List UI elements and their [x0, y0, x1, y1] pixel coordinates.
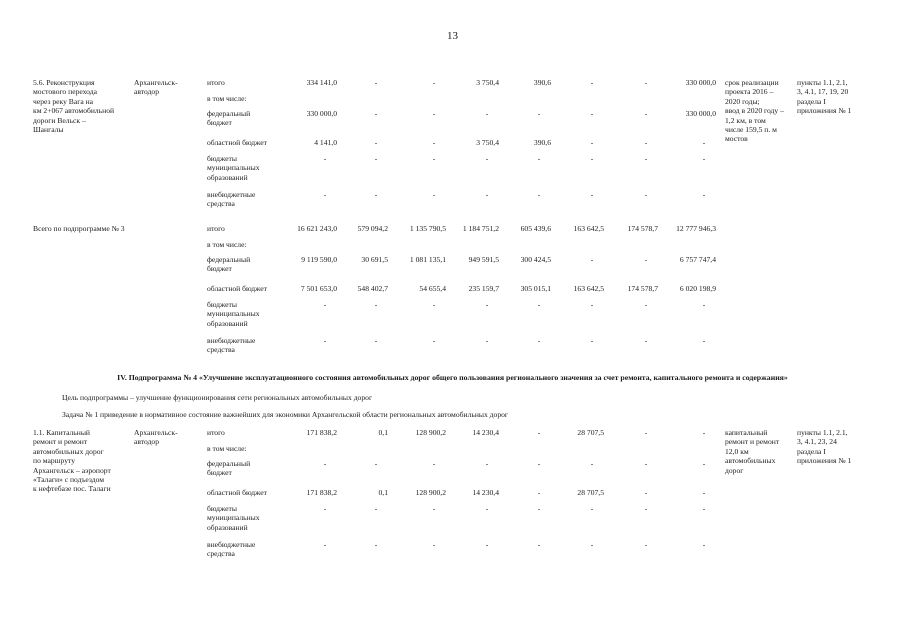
table-cell-value: 6 757 747,4 — [679, 255, 716, 264]
table-cell-value: 3 750,4 — [476, 138, 499, 147]
table-cell-value: - — [485, 540, 489, 549]
table-cell-value: 235 159,7 — [468, 284, 499, 293]
table-cell-value: - — [374, 459, 378, 468]
reference-points — [797, 78, 851, 116]
table-cell-value: - — [590, 154, 594, 163]
reference-points-line: приложения № 1 — [797, 456, 852, 466]
reference-points-line: раздела I — [797, 446, 826, 456]
executor-line: автодор — [134, 437, 160, 447]
funding-source-label-line: областной бюджет — [207, 138, 267, 147]
subprogram-goal: Цель подпрограммы – улучшение функционирования сети региональных автомобильных дорог — [62, 393, 373, 402]
subprogram-task: Задача № 1 приведение в нормативное состояние важнейших для экономики Архангельской области региональных автомобильных дорог — [62, 410, 509, 419]
executor-line: Архангельск- — [134, 78, 178, 87]
funding-source-label-line: бюджеты — [207, 300, 237, 309]
table-cell-value: 1 135 790,5 — [409, 224, 446, 233]
table-cell-value: 174 578,7 — [627, 224, 658, 233]
funding-source-label — [207, 504, 260, 532]
table-cell-value: 16 621 243,0 — [297, 224, 337, 233]
executor-line: автодор — [134, 87, 160, 97]
subprogram-heading: IV. Подпрограмма № 4 «Улучшение эксплуатационного состояния автомобильных дорог общего пользования регионального значения за счет ремонта, капитального ремонта и содержания» — [117, 373, 788, 382]
expected-result — [725, 428, 779, 475]
item-name — [33, 224, 125, 233]
table-cell-value: 163 642,5 — [573, 224, 604, 233]
table-cell-value: - — [644, 255, 648, 264]
table-cell-value: - — [702, 300, 706, 309]
table-cell-value: - — [432, 78, 436, 87]
funding-source-label — [207, 488, 267, 497]
table-cell-value: - — [590, 255, 594, 264]
table-cell-value: - — [537, 109, 541, 118]
funding-source-label-line: бюджет — [207, 264, 232, 274]
table-cell-value: - — [590, 138, 594, 147]
item-name-line: Всего по подпрограмме № 3 — [33, 224, 125, 233]
table-cell-value: - — [432, 459, 436, 468]
table-cell-value: - — [374, 300, 378, 309]
table-cell-value: 334 141,0 — [306, 78, 337, 87]
funding-source-label — [207, 190, 255, 209]
table-cell-value: 171 838,2 — [306, 428, 337, 437]
funding-source-label — [207, 138, 267, 147]
table-cell-value: 14 230,4 — [472, 428, 499, 437]
table-cell-value: - — [590, 300, 594, 309]
table-cell-value: - — [374, 138, 378, 147]
funding-source-label — [207, 109, 250, 128]
funding-source-label-line: образований — [207, 522, 248, 532]
reference-points-line: пункты 1.1, 2.1, — [797, 78, 848, 87]
table-cell-value: - — [644, 154, 648, 163]
table-cell-value: - — [432, 154, 436, 163]
item-name-line: к нефтебазе пос. Талаги — [33, 484, 111, 494]
table-cell-value: - — [702, 504, 706, 513]
table-cell-value: - — [644, 540, 648, 549]
item-name — [33, 428, 111, 494]
funding-source-label — [207, 540, 255, 559]
table-cell-value: - — [323, 190, 327, 199]
table-cell-value: 548 402,7 — [357, 284, 388, 293]
funding-source-label — [207, 78, 225, 87]
item-name-line: Шангалы — [33, 125, 64, 135]
table-cell-value: - — [590, 459, 594, 468]
table-cell-value: - — [432, 138, 436, 147]
funding-source-label — [207, 428, 225, 437]
reference-points-line: 3, 4.1, 23, 24 — [797, 437, 837, 447]
table-cell-value: 28 707,5 — [577, 428, 604, 437]
funding-source-label-line: федеральный — [207, 109, 251, 118]
expected-result-line: срок реализации — [725, 78, 779, 87]
table-cell-value: 128 900,2 — [415, 428, 446, 437]
table-cell-value: - — [432, 300, 436, 309]
table-cell-value: - — [590, 190, 594, 199]
table-cell-value: - — [432, 540, 436, 549]
table-cell-value: - — [537, 428, 541, 437]
funding-source-label — [207, 94, 247, 103]
table-cell-value: - — [590, 78, 594, 87]
item-name-line: мостового перехода — [33, 87, 97, 97]
funding-source-label-line: бюджет — [207, 118, 232, 128]
table-cell-value: - — [644, 488, 648, 497]
item-name-line: 5.6. Реконструкция — [33, 78, 95, 87]
table-cell-value: 6 020 198,9 — [679, 284, 716, 293]
table-cell-value: - — [702, 540, 706, 549]
funding-source-label-line: федеральный — [207, 459, 251, 468]
table-cell-value: 163 642,5 — [573, 284, 604, 293]
table-cell-value: 171 838,2 — [306, 488, 337, 497]
expected-result-line: проекта 2016 – — [725, 87, 774, 97]
table-cell-value: - — [702, 488, 706, 497]
funding-source-label-line: внебюджетные — [207, 336, 256, 345]
table-cell-value: - — [537, 154, 541, 163]
reference-points-line: пункты 1.1, 2.1, — [797, 428, 848, 437]
table-cell-value: 7 501 653,0 — [300, 284, 337, 293]
table-cell-value: - — [537, 540, 541, 549]
item-name — [33, 78, 114, 134]
executor — [134, 428, 178, 447]
funding-source-label-line: областной бюджет — [207, 488, 267, 497]
table-cell-value: 330 000,0 — [306, 109, 337, 118]
table-cell-value: 305 015,1 — [520, 284, 551, 293]
table-cell-value: - — [537, 459, 541, 468]
table-cell-value: - — [374, 504, 378, 513]
table-cell-value: 174 578,7 — [627, 284, 658, 293]
table-cell-value: - — [702, 428, 706, 437]
table-cell-value: 9 119 590,0 — [301, 255, 337, 264]
table-cell-value: - — [702, 154, 706, 163]
table-cell-value: 1 184 751,2 — [462, 224, 499, 233]
expected-result-line: 2020 годы; — [725, 96, 760, 106]
expected-result-line: 1,2 км, в том — [725, 115, 766, 125]
funding-source-label-line: внебюджетные — [207, 540, 256, 549]
table-cell-value: - — [323, 154, 327, 163]
table-cell-value: - — [485, 459, 489, 468]
reference-points-line: раздела I — [797, 96, 826, 106]
funding-source-label — [207, 284, 267, 293]
item-name-line: ремонт и ремонт — [33, 437, 88, 447]
table-cell-value: - — [374, 336, 378, 345]
funding-source-label-line: в том числе: — [207, 240, 247, 249]
table-cell-value: - — [537, 190, 541, 199]
executor — [134, 78, 178, 97]
table-cell-value: - — [374, 78, 378, 87]
table-cell-value: 390,6 — [533, 78, 551, 87]
table-cell-value: - — [644, 504, 648, 513]
table-cell-value: - — [644, 300, 648, 309]
table-cell-value: 330 000,0 — [685, 78, 716, 87]
table-cell-value: - — [485, 190, 489, 199]
table-cell-value: - — [485, 109, 489, 118]
funding-source-label-line: образований — [207, 172, 248, 182]
expected-result-line: капитальный — [725, 428, 768, 437]
table-cell-value: - — [374, 540, 378, 549]
table-cell-value: - — [432, 504, 436, 513]
funding-source-label-line: федеральный — [207, 255, 251, 264]
table-cell-value: - — [644, 428, 648, 437]
expected-result-line: числе 159,5 п. м — [725, 125, 777, 135]
table-cell-value: 30 691,5 — [361, 255, 388, 264]
table-cell-value: - — [537, 504, 541, 513]
funding-source-label — [207, 444, 247, 453]
table-cell-value: 1 081 135,1 — [409, 255, 446, 264]
table-cell-value: 12 777 946,3 — [676, 224, 716, 233]
table-cell-value: - — [323, 336, 327, 345]
table-cell-value: 390,6 — [533, 138, 551, 147]
funding-source-label-line: бюджеты — [207, 154, 237, 163]
expected-result-line: автомобильных — [725, 456, 776, 466]
table-cell-value: - — [374, 109, 378, 118]
table-cell-value: - — [323, 504, 327, 513]
funding-source-label-line: средства — [207, 199, 235, 209]
table-cell-value: 0,1 — [378, 428, 388, 437]
table-cell-value: - — [432, 109, 436, 118]
item-name-line: Архангельск – аэропорт — [33, 465, 111, 475]
funding-source-label-line: в том числе: — [207, 444, 247, 453]
table-cell-value: - — [537, 336, 541, 345]
reference-points-line: приложения № 1 — [797, 106, 852, 116]
table-cell-value: 949 591,5 — [468, 255, 499, 264]
table-cell-value: - — [323, 540, 327, 549]
table-cell-value: - — [590, 540, 594, 549]
table-cell-value: 54 655,4 — [419, 284, 446, 293]
funding-source-label-line: итого — [207, 428, 225, 437]
executor-line: Архангельск- — [134, 428, 178, 437]
item-name-line: 1.1. Капитальный — [33, 428, 90, 437]
table-cell-value: - — [590, 109, 594, 118]
funding-source-label-line: средства — [207, 345, 235, 355]
table-cell-value: - — [702, 190, 706, 199]
funding-source-label — [207, 336, 255, 355]
table-cell-value: - — [432, 336, 436, 345]
funding-source-label — [207, 154, 260, 182]
funding-source-label-line: бюджет — [207, 468, 232, 478]
expected-result — [725, 78, 784, 144]
item-name-line: км 2+067 автомобильной — [33, 106, 115, 116]
expected-result-line: мостов — [725, 134, 748, 144]
funding-source-label — [207, 255, 250, 274]
funding-source-label-line: областной бюджет — [207, 284, 267, 293]
table-cell-value: 4 141,0 — [314, 138, 337, 147]
table-cell-value: - — [485, 504, 489, 513]
table-cell-value: - — [374, 154, 378, 163]
expected-result-line: 12,0 км — [725, 446, 749, 456]
expected-result-line: ремонт и ремонт — [725, 437, 780, 447]
item-name-line: «Талаги» с подъездом — [33, 475, 105, 485]
table-cell-value: 330 000,0 — [685, 109, 716, 118]
funding-source-label-line: бюджеты — [207, 504, 237, 513]
table-cell-value: - — [644, 459, 648, 468]
table-cell-value: 3 750,4 — [476, 78, 499, 87]
funding-source-label-line: муниципальных — [207, 163, 260, 173]
table-cell-value: 300 424,5 — [520, 255, 551, 264]
funding-source-label-line: муниципальных — [207, 309, 260, 319]
table-cell-value: 0,1 — [378, 488, 388, 497]
reference-points — [797, 428, 851, 466]
expected-result-line: ввод в 2020 году – — [725, 106, 784, 116]
table-cell-value: - — [590, 336, 594, 345]
funding-source-label-line: итого — [207, 224, 225, 233]
table-cell-value: - — [537, 300, 541, 309]
funding-source-label — [207, 300, 260, 328]
funding-source-label-line: в том числе: — [207, 94, 247, 103]
funding-source-label — [207, 459, 250, 478]
table-cell-value: 128 900,2 — [415, 488, 446, 497]
funding-source-label — [207, 224, 225, 233]
table-cell-value: - — [323, 459, 327, 468]
table-cell-value: - — [644, 138, 648, 147]
item-name-line: через реку Вага на — [33, 96, 94, 106]
item-name-line: автомобильных дорог — [33, 446, 104, 456]
table-cell-value: - — [537, 488, 541, 497]
table-cell-value: - — [644, 109, 648, 118]
funding-source-label-line: образований — [207, 318, 248, 328]
funding-source-label-line: итого — [207, 78, 225, 87]
funding-source-label-line: муниципальных — [207, 513, 260, 523]
table-cell-value: - — [590, 504, 594, 513]
item-name-line: дороги Вельск – — [33, 115, 86, 125]
table-cell-value: - — [485, 154, 489, 163]
reference-points-line: 3, 4.1, 17, 19, 20 — [797, 87, 849, 97]
funding-source-label-line: средства — [207, 549, 235, 559]
page-number: 13 — [447, 30, 458, 42]
funding-source-label — [207, 240, 247, 249]
table-cell-value: 579 094,2 — [357, 224, 388, 233]
table-cell-value: - — [485, 336, 489, 345]
table-cell-value: 14 230,4 — [472, 488, 499, 497]
table-cell-value: - — [702, 336, 706, 345]
table-cell-value: 605 439,6 — [520, 224, 551, 233]
table-cell-value: 28 707,5 — [577, 488, 604, 497]
table-cell-value: - — [702, 138, 706, 147]
expected-result-line: дорог — [725, 465, 744, 475]
table-cell-value: - — [485, 300, 489, 309]
funding-source-label-line: внебюджетные — [207, 190, 256, 199]
table-cell-value: - — [432, 190, 436, 199]
table-cell-value: - — [702, 459, 706, 468]
item-name-line: по маршруту — [33, 456, 76, 466]
table-cell-value: - — [644, 78, 648, 87]
table-cell-value: - — [644, 336, 648, 345]
table-cell-value: - — [644, 190, 648, 199]
table-cell-value: - — [374, 190, 378, 199]
table-cell-value: - — [323, 300, 327, 309]
